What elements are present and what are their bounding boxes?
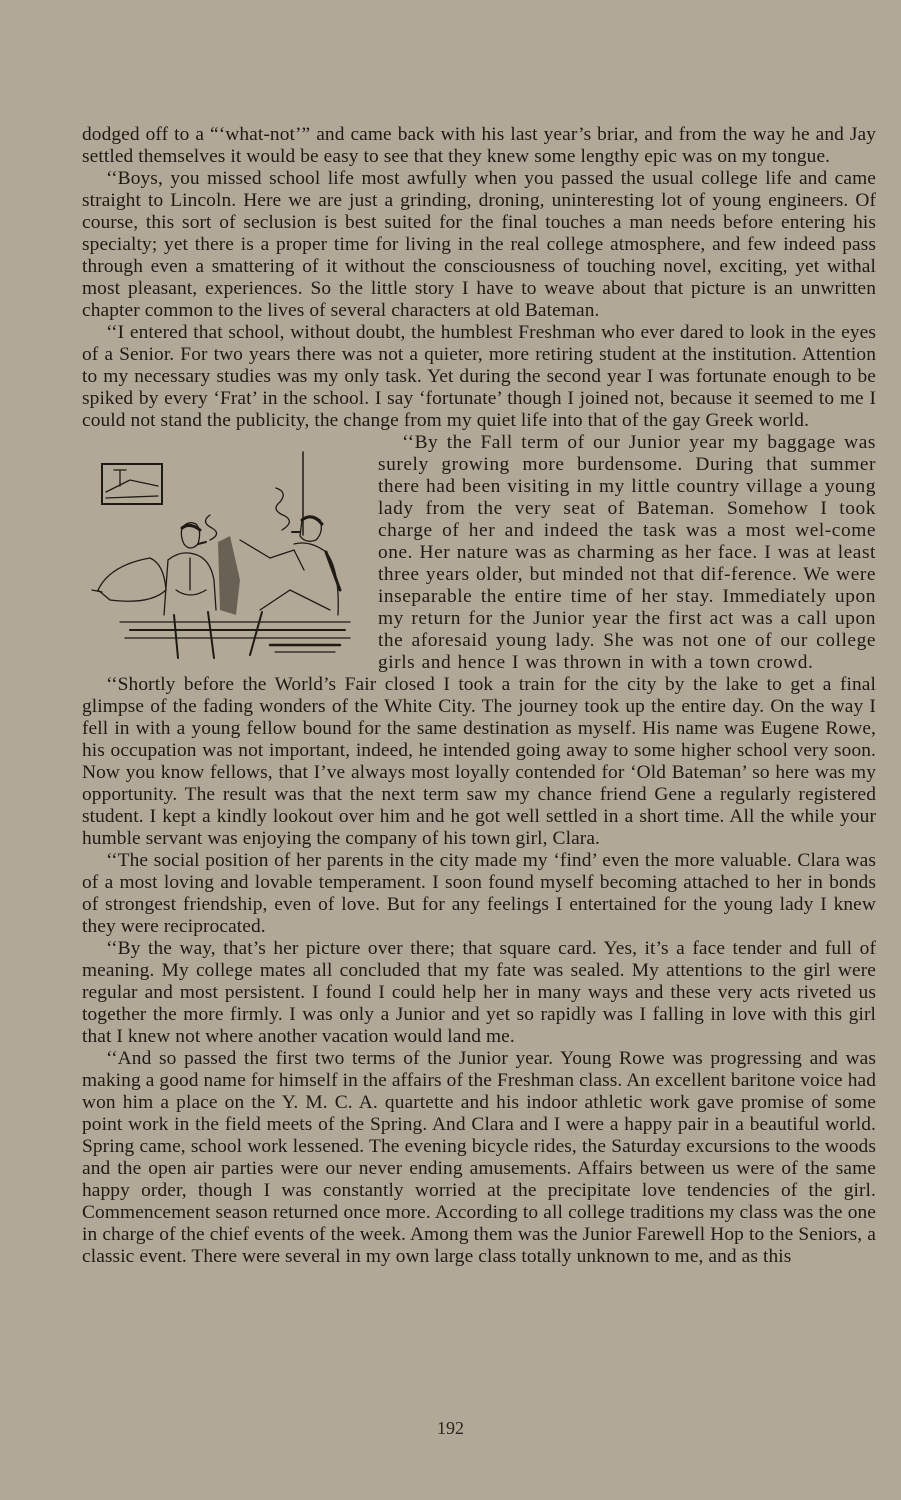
sketch-icon [90,440,360,665]
illustration-smoking-men [82,432,364,672]
paragraph-6: ‘‘The social position of her parents in the city made my ‘find’ even the more valuable. Clara was of a most loving and lovable temperament. I soon found myself becoming attached to her in bonds of strongest friendship, even of love. But for any feelings I entertained for the young lady I knew they were reciprocated. [82,850,876,937]
paragraph-5: ‘‘Shortly before the World’s Fair closed I took a train for the city by the lake to get a final glimpse of the fading wonders of the White City. The journey took up the entire day. On the way I fell in with a young fellow bound for the same destination as myself. His name was Eugene Rowe, his occupation was not important, indeed, he intended going away to some higher school very soon. Now you know fellows, that I’ve always most loyally contended for ‘Old Bateman’ so here was my opportunity. The result was that the next term saw my chance friend Gene a regularly registered student. I kept a kindly lookout over him and he got well settled in a short time. All the while your humble servant was enjoying the company of his town girl, Clara. [82,674,876,849]
paragraph-1: dodged off to a “‘what-not’” and came back with his last year’s briar, and from the way he and Jay settled themselves it would be easy to see that they knew some lengthy epic was on my tongue. [82,124,876,167]
paragraph-4: ‘‘By the Fall term of our Junior year my baggage was surely growing more burdensome. During that summer there had been visiting in my little country village a young lady from the very seat of Bateman. Somehow I took charge of her and indeed the task was a most wel-come one. Her nature was as charming as her face. I was at least three years older, but minded not that dif-ference. We were inseparable the entire time of her stay. Immediately upon my return for the Junior year the first act was a call upon the aforesaid young lady. She was not one of our college girls and hence I was thrown in with a town crowd. [378,432,877,673]
paragraph-7: ‘‘By the way, that’s her picture over there; that square card. Yes, it’s a face tender and full of meaning. My college mates all concluded that my fate was sealed. My attentions to the girl were regular and most persistent. I found I could help her in many ways and these very acts riveted us together the more firmly. I was only a Junior and yet so rapidly was I falling in love with this girl that I knew not where another vacation would land me. [82,938,876,1047]
page-body [82,124,876,1268]
paragraph-2: ‘‘Boys, you missed school life most awfully when you passed the usual college life and came straight to Lincoln. Here we are just a grinding, droning, uninteresting lot of young engineers. Of course, this sort of seclusion is best suited for the final touches a man needs before entering his specialty; yet there is a proper time for living in the real college atmosphere, and few indeed pass through even a smattering of it without the consciousness of touching novel, exciting, yet withal most pleasant, experiences. So the little story I have to weave about that picture is an unwritten chapter common to the lives of several characters at old Bateman. [82,168,876,321]
paragraph-8: ‘‘And so passed the first two terms of the Junior year. Young Rowe was progressing and was making a good name for himself in the affairs of the Freshman class. An excellent baritone voice had won him a place on the Y. M. C. A. quartette and his indoor athletic work gave promise of some point work in the field meets of the Spring. And Clara and I were a happy pair in a beautiful world. Spring came, school work lessened. The evening bicycle rides, the Saturday excursions to the woods and the open air parties were our never ending amusements. Affairs between us were of the same happy order, though I was constantly worried at the precipitate love tendencies of the girl. Commencement season returned once more. According to all college traditions my class was the one in charge of the chief events of the week. Among them was the Junior Farewell Hop to the Seniors, a classic event. There were several in my own large class totally unknown to me, and as this [82,1048,876,1267]
paragraph-3: ‘‘I entered that school, without doubt, the humblest Freshman who ever dared to look in the eyes of a Senior. For two years there was not a quieter, more retiring student at the institution. Attention to my necessary studies was my only task. Yet during the second year I was fortunate enough to be spiked by every ‘Frat’ in the school. I say ‘fortunate’ though I joined not, because it seemed to me I could not stand the publicity, the change from my quiet life into that of the gay Greek world. [82,322,876,431]
page-number: 192 [437,1418,464,1438]
